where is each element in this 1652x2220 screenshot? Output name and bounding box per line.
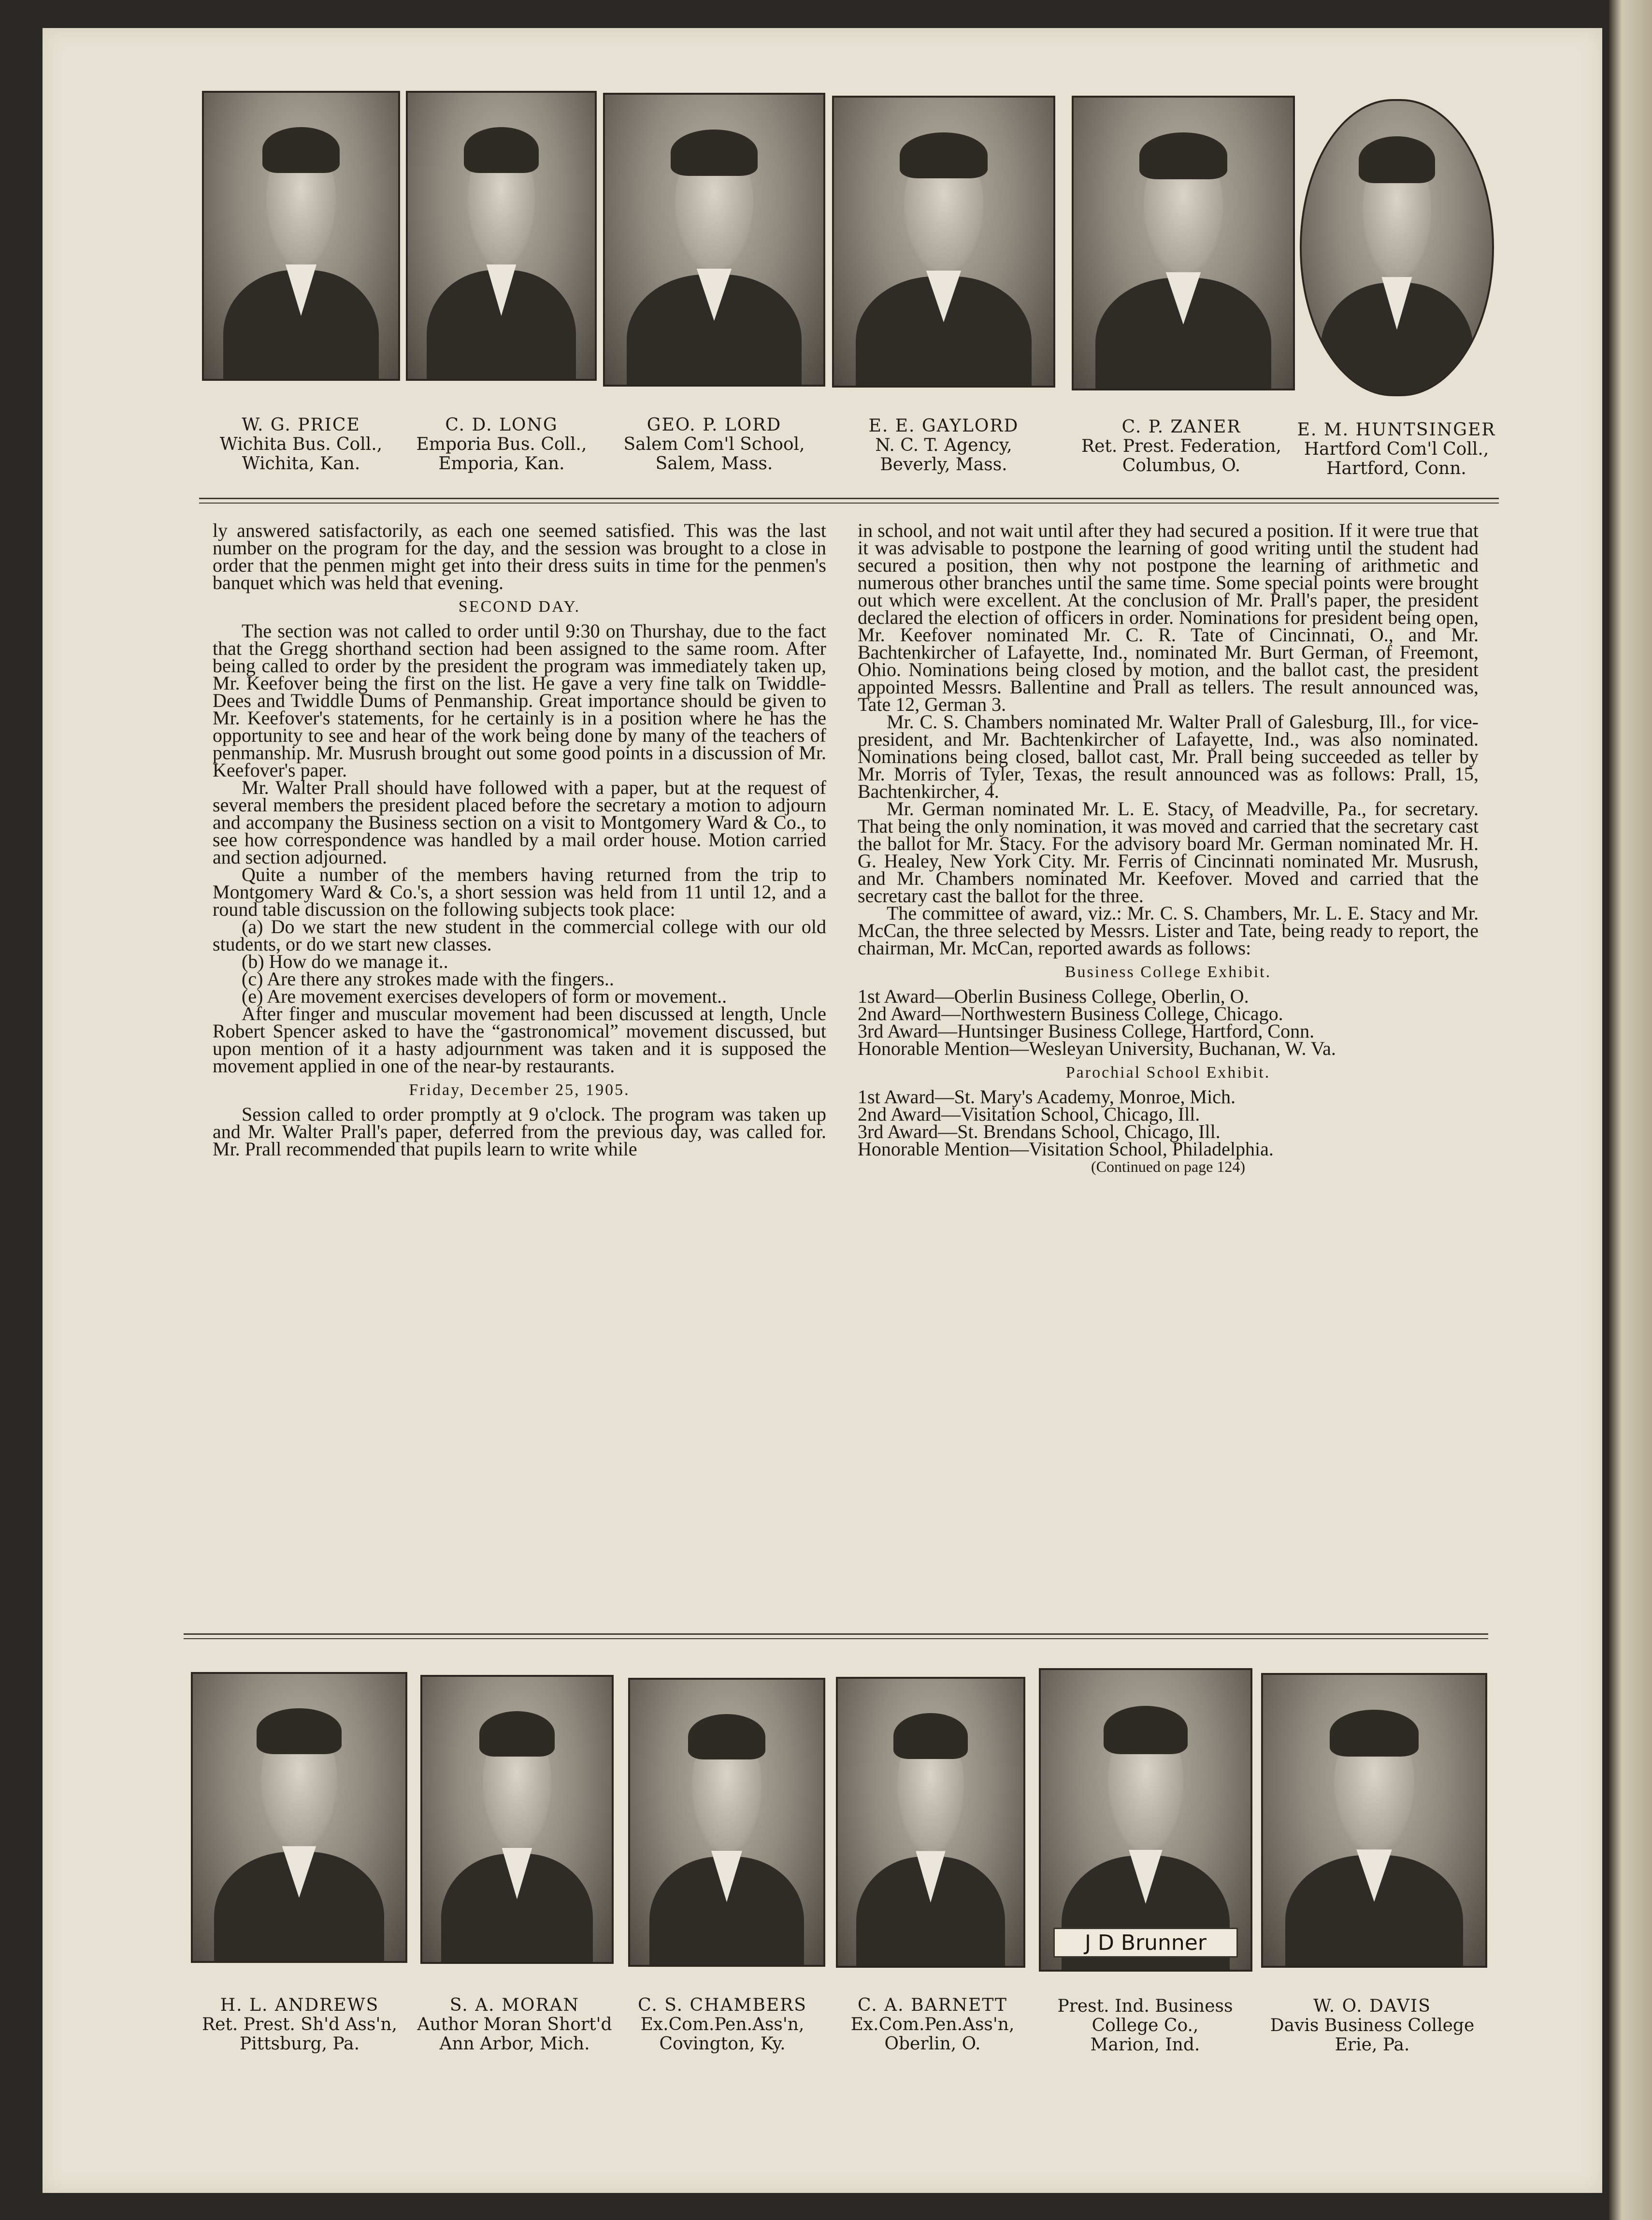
- caption-line: Oberlin, O.: [884, 2034, 981, 2054]
- paragraph: in school, and not wait until after they had secured a position. If it were true that it was advisable to postpone the learning of good writing until the student had secured a position, then why not postpone the learning of arithmetic and numerous other branches until the same time. Some special points were brought out which were excellent. At the conclusion of Mr. Prall's paper, the president declared the election of officers in order. Nominations for president being open, Mr. Keefover nominated Mr. C. R. Tate of Cincinnati, O., and Mr. Bachtenkircher of Lafayette, Ind., nominated Mr. Burt German, of Freemont, Ohio. Nominations being closed by motion, and the ballot cast, the president appointed Messrs. Ballentine and Prall as tellers. The result announced was, Tate 12, German 3.: [858, 519, 1479, 715]
- award-item: 3rd Award—Huntsinger Business College, Hartford, Conn.: [858, 1020, 1315, 1042]
- caption-line: Ex.Com.Pen.Ass'n,: [640, 2015, 804, 2034]
- portrait-photo: [1039, 1668, 1252, 1972]
- portrait-photo: [406, 91, 597, 381]
- article-column-left: [213, 519, 826, 1160]
- portrait-caption: [1034, 1997, 1256, 2055]
- caption-line: Salem Com'l School,: [623, 434, 805, 454]
- award-item: 1st Award—Oberlin Business College, Oberlin, O.: [858, 985, 1249, 1007]
- caption-line: College Co.,: [1092, 2016, 1199, 2035]
- section-heading: SECOND DAY.: [458, 598, 581, 616]
- divider-rule: [199, 503, 1499, 504]
- caption-name: C. P. ZANER: [1121, 417, 1241, 437]
- divider-rule: [184, 1633, 1488, 1635]
- caption-line: Emporia Bus. Coll.,: [416, 434, 587, 454]
- portrait-caption: [390, 416, 613, 474]
- article-column-right: [858, 519, 1479, 1175]
- divider-rule: [199, 498, 1499, 499]
- award-item: 3rd Award—St. Brendans School, Chicago, Ill.: [858, 1121, 1221, 1142]
- caption-line: Pittsburg, Pa.: [239, 2034, 360, 2054]
- paragraph: The committee of award, viz.: Mr. C. S. Chambers, Mr. L. E. Stacy and Mr. McCan, the three selected by Messrs. Lister and Tate, being ready to report, the chairman, Mr. McCan, reported awards as follows:: [858, 902, 1479, 959]
- caption-line: N. C. T. Agency,: [875, 435, 1012, 455]
- caption-line: Ret. Prest. Sh'd Ass'n,: [201, 2015, 398, 2034]
- caption-name: H. L. ANDREWS: [220, 1995, 379, 2015]
- section-heading: Friday, December 25, 1905.: [409, 1081, 630, 1099]
- caption-line: Wichita, Kan.: [242, 454, 360, 474]
- book-spine: [1609, 0, 1652, 2220]
- portrait-photo: [832, 96, 1055, 388]
- caption-name: GEO. P. LORD: [646, 415, 782, 435]
- portrait-caption: [830, 417, 1057, 475]
- portrait-photo: [603, 93, 825, 387]
- caption-name: C. S. CHAMBERS: [638, 1995, 807, 2015]
- caption-line: Wichita Bus. Coll.,: [219, 434, 383, 454]
- paragraph: Mr. Walter Prall should have followed with a paper, but at the request of several members the president placed before the secretary a motion to adjourn and accompany the Business section on a visit to Montgomery Ward & Co., to see how correspondence was handled by a mail order house. Motion carried and section adjourned.: [213, 777, 826, 868]
- portrait-caption: [179, 1996, 420, 2054]
- paragraph: Mr. German nominated Mr. L. E. Stacy, of Meadville, Pa., for secretary. That being the only nomination, it was moved and carried that the secretary cast the ballot for Mr. Stacy. For the advisory board Mr. German nominated Mr. H. G. Healey, New York City. Mr. Ferris of Cincinnati nominated Mr. Musrush, and Mr. Chambers nominated Mr. Keefover. Moved and carried that the secretary cast the ballot for the three.: [858, 798, 1479, 907]
- award-item: Honorable Mention—Wesleyan University, Buchanan, W. Va.: [858, 1038, 1336, 1059]
- caption-name: E. M. HUNTSINGER: [1297, 420, 1496, 440]
- paragraph: Mr. C. S. Chambers nominated Mr. Walter Prall of Galesburg, Ill., for vice-president, and Mr. Bachtenkircher of Lafayette, Ind., was also nominated. Nominations being closed, ballot cast, Mr. Prall being succeeded as teller by Mr. Morris of Tyler, Texas, the result announced was as follows: Prall, 15, Bachtenkircher, 4.: [858, 711, 1479, 802]
- caption-name: W. G. PRICE: [242, 415, 360, 435]
- portrait-photo: [1300, 99, 1494, 396]
- caption-line: Marion, Ind.: [1090, 2035, 1200, 2055]
- caption-line: Columbus, O.: [1122, 456, 1241, 476]
- caption-line: Ex.Com.Pen.Ass'n,: [850, 2015, 1015, 2034]
- caption-name: E. E. GAYLORD: [868, 416, 1019, 436]
- paragraph: ly answered satisfactorily, as each one seemed satisfied. This was the last number on the program for the day, and the session was brought to a close in order that the penmen might get into their dress suits in time for the penmen's banquet which was held that evening.: [213, 519, 826, 593]
- portrait-photo: [420, 1675, 614, 1964]
- portrait-photo: [628, 1678, 825, 1967]
- portrait-photo: [836, 1677, 1025, 1968]
- award-item: Honorable Mention—Visitation School, Philadelphia.: [858, 1138, 1274, 1160]
- portrait-caption: [826, 1996, 1039, 2054]
- caption-line: Covington, Ky.: [659, 2034, 786, 2054]
- caption-line: Author Moran Short'd: [417, 2015, 612, 2034]
- portrait-photo: [1261, 1673, 1487, 1968]
- portrait-photo: [191, 1672, 407, 1963]
- paragraph: Quite a number of the members having returned from the trip to Montgomery Ward & Co.'s, a short session was held from 11 until 12, and a round table discussion on the following subjects took place:: [213, 864, 826, 920]
- continued-note: (Continued on page 124): [1091, 1158, 1246, 1175]
- portrait-caption: [187, 416, 415, 474]
- caption-line: Hartford Com'l Coll.,: [1304, 439, 1489, 459]
- list-item: (e) Are movement exercises developers of form or movement..: [242, 985, 727, 1007]
- caption-name: Prest. Ind. Business: [1057, 1996, 1233, 2016]
- divider-rule: [184, 1638, 1488, 1639]
- list-item: (c) Are there any strokes made with the fingers..: [242, 968, 614, 990]
- caption-name: S. A. MORAN: [449, 1995, 580, 2015]
- portrait-caption: [593, 416, 835, 474]
- caption-line: Erie, Pa.: [1335, 2035, 1410, 2055]
- portrait-caption: [1285, 420, 1508, 478]
- portrait-caption: [394, 1996, 635, 2054]
- list-item: (a) Do we start the new student in the commercial college with our old students, or do we start new classes.: [213, 916, 826, 955]
- caption-line: Davis Business College: [1270, 2016, 1475, 2035]
- list-item: (b) How do we manage it..: [242, 951, 448, 972]
- portrait-photo: [202, 91, 400, 381]
- portrait-caption: [1251, 1997, 1493, 2055]
- award-item: 2nd Award—Visitation School, Chicago, Ill.: [858, 1103, 1200, 1125]
- caption-name: C. D. LONG: [445, 415, 558, 435]
- paragraph: After finger and muscular movement had been discussed at length, Uncle Robert Spencer asked to have the “gastronomical” movement discussed, but upon mention of it a hasty adjournment was taken and it is supposed the movement applied in one of the near-by restaurants.: [213, 1003, 826, 1077]
- section-heading: Business College Exhibit.: [1064, 963, 1272, 981]
- caption-line: Beverly, Mass.: [880, 455, 1007, 475]
- award-item: 2nd Award—Northwestern Business College, Chicago.: [858, 1003, 1283, 1024]
- caption-line: Emporia, Kan.: [438, 454, 565, 474]
- caption-name: W. O. DAVIS: [1313, 1996, 1431, 2016]
- portrait-photo: [1072, 96, 1295, 390]
- caption-line: Ann Arbor, Mich.: [439, 2034, 590, 2054]
- caption-line: Salem, Mass.: [655, 454, 773, 474]
- paragraph: Session called to order promptly at 9 o'clock. The program was taken up and Mr. Walter Prall's paper, deferred from the previous day, was called for. Mr. Prall recommended that pupils learn to write while: [213, 1103, 826, 1160]
- paragraph: The section was not called to order until 9:30 on Thurshay, due to the fact that the Gregg shorthand section had been assigned to the same room. After being called to order by the president the program was immediately taken up, Mr. Keefover being the first on the list. He gave a very fine talk on Twiddle-Dees and Twiddle Dums of Penmanship. Great importance should be given to Mr. Keefover's statements, for he certainly is in a position where he has the opportunity to see and hear of the work being done by many of the teachers of penmanship. Mr. Musrush brought out some good points in a discussion of Mr. Keefover's paper.: [213, 620, 826, 781]
- portrait-caption: [1061, 418, 1302, 476]
- section-heading: Parochial School Exhibit.: [1065, 1064, 1271, 1081]
- caption-name: C. A. BARNETT: [857, 1995, 1008, 2015]
- award-item: 1st Award—St. Mary's Academy, Monroe, Mich.: [858, 1086, 1235, 1108]
- caption-line: Ret. Prest. Federation,: [1081, 436, 1281, 456]
- caption-line: Hartford, Conn.: [1326, 459, 1466, 478]
- portrait-caption: [614, 1996, 831, 2054]
- signature-plate: J D Brunner: [1053, 1928, 1238, 1958]
